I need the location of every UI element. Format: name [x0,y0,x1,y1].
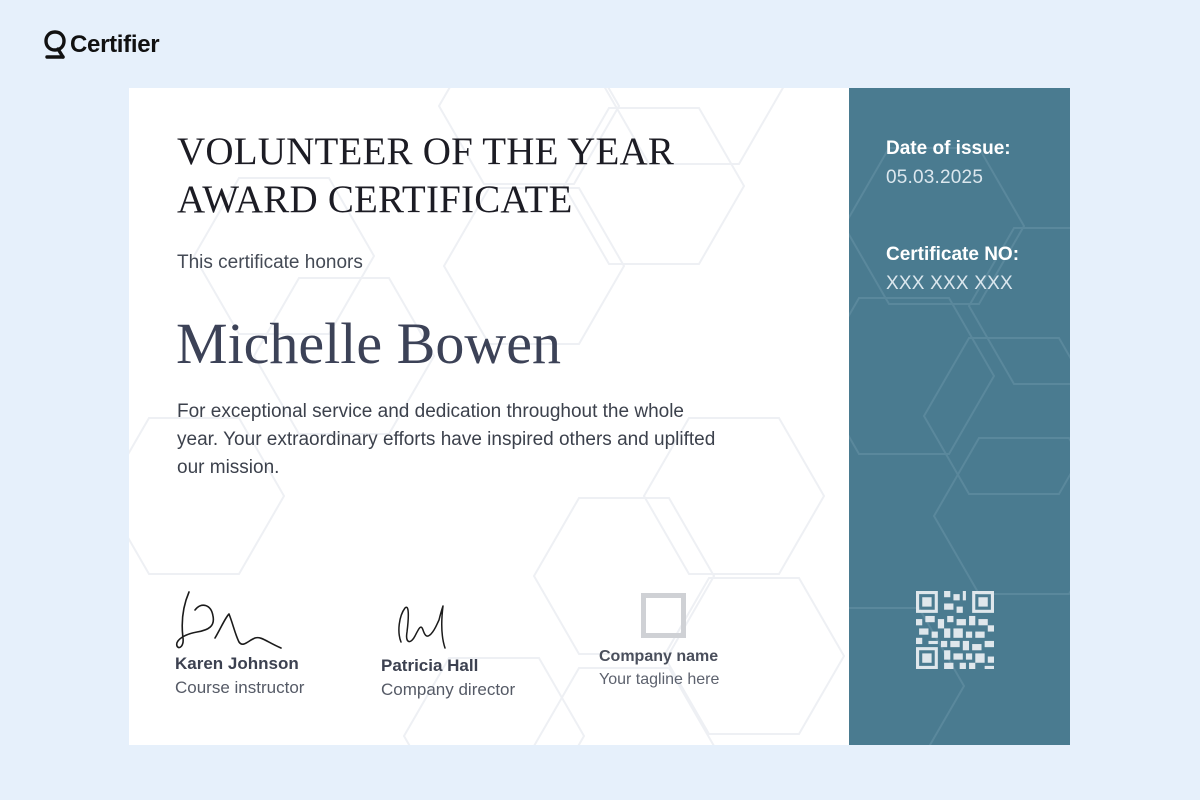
signature-karen-icon [175,588,287,654]
company-block [599,593,719,689]
recipient-name: Michelle Bowen [176,311,561,376]
certifier-logo-icon [44,30,66,60]
signer-name: Patricia Hall [381,656,479,675]
honors-text: This certificate honors [177,252,363,273]
signer-name: Karen Johnson [175,654,299,673]
title-line-1: VOLUNTEER OF THE YEAR [177,130,675,173]
certificate-no-value: XXX XXX XXX [886,273,1013,294]
company-name: Company name [599,648,719,665]
qr-code-icon [916,591,994,669]
signer-patricia [381,588,515,700]
date-label: Date of issue: [886,138,1011,159]
certificate [129,88,1070,745]
brand-name: Certifier [70,31,160,58]
date-value: 05.03.2025 [886,167,984,188]
certificate-description: For exceptional service and dedication throughout the whole year. Your extraordinary efforts have inspired others and uplifted our mission. [177,401,716,478]
title-line-2: AWARD CERTIFICATE [177,178,573,221]
certificate-main [129,88,849,745]
company-tagline: Your tagline here [599,671,720,688]
signer-role: Company director [381,680,516,699]
certificate-title [177,128,674,224]
side-panel [849,88,1070,745]
signer-karen [175,588,304,698]
company-logo-icon [641,593,686,638]
signer-role: Course instructor [175,678,305,697]
certificate-no-label: Certificate NO: [886,244,1020,265]
signature-patricia-icon [391,602,455,656]
brand-header [44,30,159,60]
